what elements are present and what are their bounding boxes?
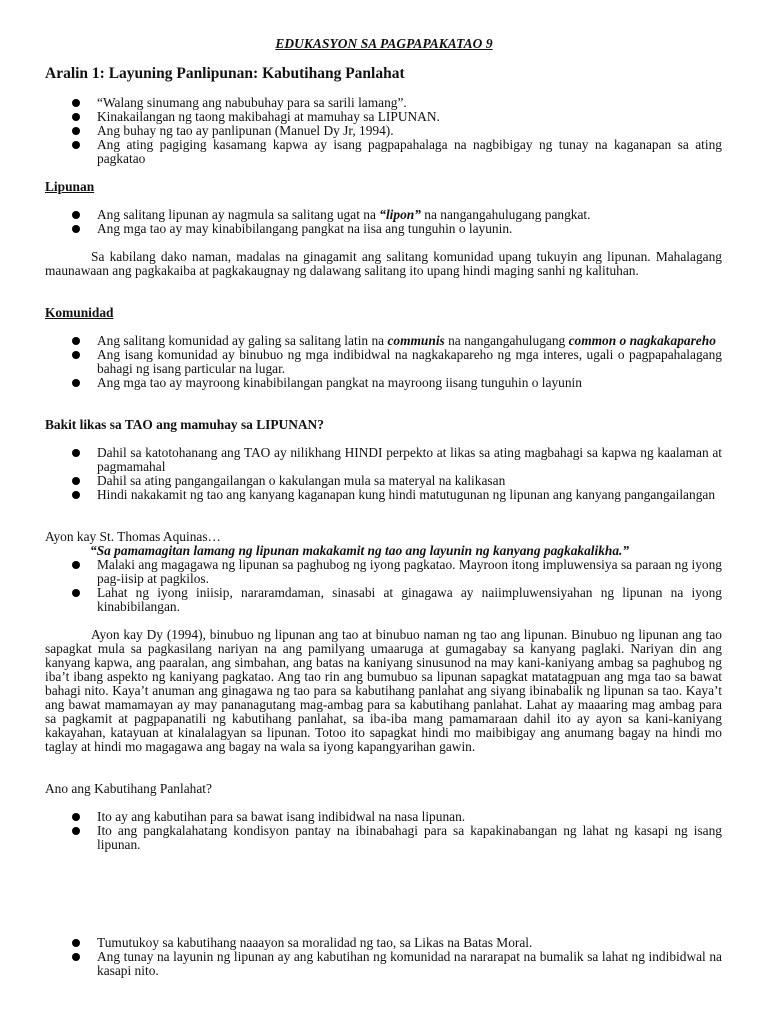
list-item: Ang mga tao ay mayroong kinabibilangan pangkat na mayroong iisang tunguhin o layunin <box>45 376 722 390</box>
aquinas-section <box>45 530 722 614</box>
aquinas-bullets <box>45 558 722 614</box>
list-item: Ito ang pangkalahatang kondisyon pantay na ibinabahagi para sa kapakinabangan ng lahat ng kasapi ng isang lipunan. <box>45 824 722 852</box>
list-item: Ang salitang komunidad ay galing sa salitang latin na communis na nangangahulugang common o nagkakapareho <box>45 334 722 348</box>
list-item: Ito ay ang kabutihan para sa bawat isang indibidwal na nasa lipunan. <box>45 810 722 824</box>
lipunan-bullets <box>45 208 722 236</box>
document-title: EDUKASYON SA PAGPAPAKATAO 9 <box>275 36 493 51</box>
bakit-section <box>45 418 722 432</box>
list-item: Dahil sa ating pangangailangan o kakulangan mula sa materyal na kalikasan <box>45 474 722 488</box>
aquinas-quote: “Sa pamamagitan lamang ng lipunan makakamit ng tao ang layunin ng kanyang pagkakalikha.” <box>90 543 630 558</box>
komunidad-section <box>45 306 722 320</box>
list-item: Ang isang komunidad ay binubuo ng mga indibidwal na nagkakapareho ng mga interes, ugali o pagpapahalagang bahagi ng isang particular na lugar. <box>45 348 722 376</box>
section-heading-bakit: Bakit likas sa TAO ang mamuhay sa LIPUNAN? <box>45 417 324 432</box>
lipunan-section <box>45 180 722 194</box>
list-item: Dahil sa katotohanang ang TAO ay nilikhang HINDI perpekto at likas sa ating magbahagi sa kapwa ng kaalaman at pagmamahal <box>45 446 722 474</box>
list-item: Ang salitang lipunan ay nagmula sa salitang ugat na “lipon” na nangangahulugang pangkat. <box>45 208 722 222</box>
list-item: Ang mga tao ay may kinabibilangang pangkat na iisa ang tunguhin o layunin. <box>45 222 722 236</box>
kabutihan-bullets-bottom <box>45 936 722 978</box>
kabutihan-bullets <box>45 810 722 852</box>
term-communis: communis <box>387 333 445 348</box>
list-item: Malaki ang magagawa ng lipunan sa paghubog ng iyong pagkatao. Mayroon itong impluwensiya sa paraan ng iyong pag-iisip at pagkilos. <box>45 558 722 586</box>
list-item: Hindi nakakamit ng tao ang kanyang kaganapan kung hindi matutugunan ng lipunan ang kanyang pangangailangan <box>45 488 722 502</box>
list-item: Lahat ng iyong iniisip, nararamdaman, sinasabi at ginagawa ay naiimpluwensiyahan ng lipunan na iyong kinabibilangan. <box>45 586 722 614</box>
list-item: Ang ating pagiging kasamang kapwa ay isang pagpapahalaga na nagbibigay ng tunay na kaganapan sa ating pagkatao <box>45 138 722 166</box>
term-lipon: “lipon” <box>379 207 421 222</box>
list-item: Tumutukoy sa kabutihang naaayon sa moralidad ng tao, sa Likas na Batas Moral. <box>45 936 722 950</box>
intro-bullet-list <box>45 96 722 166</box>
aquinas-intro: Ayon kay St. Thomas Aquinas… <box>45 529 221 544</box>
dy-paragraph: Ayon kay Dy (1994), binubuo ng lipunan ang tao at binubuo naman ng tao ang lipunan. Binubuo ng lipunan ang tao sapagkat mula sa pagkasilang nariyan na ang pamilyang umaaruga at gumagabay sa kanyang paglaki. Nariyan din ang kanyang kapwa, ang paaralan, ang simbahan, ang batas na kaniyang sinusunod na may kani-kaniyang ambag sa paghubog ng iba’t ibang aspekto ng kaniyang pagkatao. Ang tao rin ang bumubuo sa lipunan sapagkat matatagpuan ang mga tao sa bawat bahagi nito. Kaya’t anuman ang ginagawa ng tao para sa kabutihang panlahat ang siyang ibinabalik ng lipunan sa tao. Kaya’t ang bawat mamamayan ay may pananagutang mag-ambag para sa kabutihang panlahat. Lahat ay maaaring mag ambag para sa pagkamit at pagpapanatili ng kabutihang panlahat, sa iba-iba mang pamamaraan dahil ito ay ayon sa kani-kaniyang kakayahan, katayuan at kinalalagyan sa lipunan. Totoo ito sapagkat hindi mo maibibigay ang anumang bagay na hindi mo taglay at hindi mo magagawa ang bagay na wala sa iyong kapangyarihan gawin. <box>45 627 722 754</box>
list-item: “Walang sinumang ang nabubuhay para sa sarili lamang”. <box>45 96 722 110</box>
term-common: common o nagkakapareho <box>568 333 716 348</box>
list-item: Ang tunay na layunin ng lipunan ay ang kabutihan ng komunidad na nararapat na bumalik sa lahat ng indibidwal na kasapi nito. <box>45 950 722 978</box>
section-heading-komunidad: Komunidad <box>45 305 114 320</box>
bakit-bullets <box>45 446 722 502</box>
lesson-title: Aralin 1: Layuning Panlipunan: Kabutihang Panlahat <box>45 65 405 82</box>
intro-section <box>45 96 722 166</box>
lipunan-paragraph: Sa kabilang dako naman, madalas na ginagamit ang salitang komunidad upang tukuyin ang lipunan. Mahalagang maunawaan ang pagkakaiba at pagkakaugnay ng dalawang salitang ito upang hindi maging sanhi ng kalituhan. <box>45 249 722 278</box>
list-item: Kinakailangan ng taong makibahagi at mamuhay sa LIPUNAN. <box>45 110 722 124</box>
section-heading-lipunan: Lipunan <box>45 179 95 194</box>
list-item: Ang buhay ng tao ay panlipunan (Manuel Dy Jr, 1994). <box>45 124 722 138</box>
kabutihan-question: Ano ang Kabutihang Panlahat? <box>45 781 212 796</box>
komunidad-bullets <box>45 334 722 390</box>
